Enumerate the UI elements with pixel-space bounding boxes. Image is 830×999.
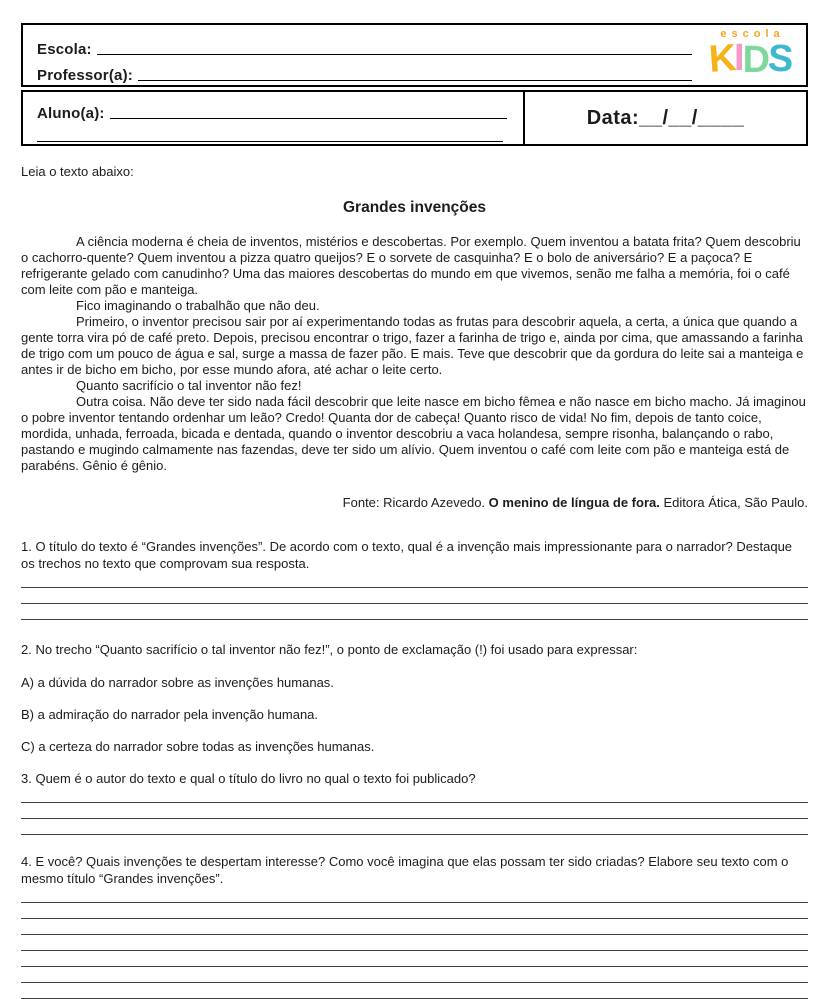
escola-label: Escola: (37, 41, 92, 58)
question-2: 2. No trecho “Quanto sacrifício o tal inventor não fez!”, o ponto de exclamação (!) foi usado para expressar: (21, 642, 638, 657)
answer-line (21, 951, 808, 967)
answer-line (21, 919, 808, 935)
escola-write-line (97, 37, 692, 55)
source-suffix: Editora Ática, São Paulo. (659, 495, 808, 510)
question-2-option-a: A) a dúvida do narrador sobre as invenções humanas. (21, 674, 334, 690)
question-3: 3. Quem é o autor do texto e qual o título do livro no qual o texto foi publicado? (21, 770, 476, 786)
paragraph-2: Fico imaginando o trabalhão que não deu. (76, 298, 320, 313)
logo-letter-d: D (742, 39, 769, 81)
question-3-answer-area (21, 787, 808, 835)
logo-letter-i: I (734, 37, 743, 79)
paragraph-1: A ciência moderna é cheia de inventos, mistérios e descobertas. Por exemplo. Quem inventou a batata frita? Quem descobriu o cachorro-quente? Quem inventou a pizza quatro queijos? E o sorvete de casquinha? E o bolo de aniversário? E a paçoca? E refrigerante gelado com canudinho? Uma das maiores descobertas do mundo em que vivemos, senão me falha a memória, foi o café com leite com pão e manteiga. (21, 234, 801, 297)
answer-line (21, 604, 808, 620)
professor-label: Professor(a): (37, 67, 133, 84)
aluno-row (37, 98, 507, 122)
source-book-title: O menino de língua de fora. (488, 495, 660, 510)
reading-text (21, 199, 808, 510)
question-1-answer-area (21, 572, 808, 620)
question-4-answer-area (21, 887, 808, 999)
instruction-text: Leia o texto abaixo: (21, 164, 134, 179)
aluno-write-line (110, 103, 507, 119)
professor-row (37, 58, 792, 84)
escola-kids-logo (702, 28, 798, 86)
reading-title: Grandes invenções (342, 199, 486, 216)
logo-letter-s: S (766, 37, 793, 81)
answer-line (21, 887, 808, 903)
paragraph-3: Primeiro, o inventor precisou sair por aí experimentando todas as frutas para descobrir aquela, a certa, a única que quando a gente torra vira pó de café preto. Depois, precisou encontrar o trigo, fazer a farinha de trigo e, ainda por cima, que amassando a farinha de trigo com um pouco de água e sal, surge a massa de fazer pão. E mais. Teve que descobrir que da gordura do leite sai a manteiga e antes ir de bicho em bicho, por esse mundo afora, até achar o leite certo. (21, 314, 804, 377)
professor-write-line (138, 63, 692, 81)
question-1: 1. O título do texto é “Grandes invenções”. De acordo com o texto, qual é a invenção mais impressionante para o narrador? Destaque os trechos no texto que comprovam sua resposta. (21, 539, 793, 571)
logo-escola-word: escola (720, 28, 785, 40)
data-cell (525, 92, 806, 144)
escola-row (37, 32, 792, 58)
answer-line (21, 967, 808, 983)
source-citation (21, 495, 808, 510)
question-2-option-c: C) a certeza do narrador sobre todas as invenções humanas. (21, 738, 375, 754)
header-student-box (21, 90, 808, 146)
aluno-cell (23, 92, 525, 144)
paragraph-5: Outra coisa. Não deve ter sido nada fácil descobrir que leite nasce em bicho fêmea e não nasce em bicho macho. Já imaginou o pobre inventor tentando ordenhar um leão? Credo! Quanta dor de cabeça! Quanto risco de vida! No fim, depois de tanto coice, mordida, unhada, ferroada, bicada e dentada, quando o inventor descobriu a vaca holandesa, sempre risonha, balançando o rabo, pastando e mugindo calmamente nas fazendas, deve ter sido um alívio. Quem inventou o café com leite com pão e manteiga está de parabéns. Gênio é gênio. (21, 394, 806, 473)
answer-line (21, 819, 808, 835)
answer-line (21, 572, 808, 588)
answer-line (21, 935, 808, 951)
answer-line (21, 903, 808, 919)
answer-line (21, 588, 808, 604)
question-4: 4. E você? Quais invenções te despertam interesse? Como você imagina que elas possam ter sido criadas? Elabore seu texto com o mesmo título “Grandes invenções”. (21, 854, 789, 886)
data-label: Data:__/__/____ (586, 106, 745, 129)
answer-line (21, 983, 808, 999)
logo-letter-k: K (707, 37, 736, 81)
logo-kids-word (702, 37, 798, 81)
question-2-option-b: B) a admiração do narrador pela invenção humana. (21, 706, 319, 722)
answer-line (21, 803, 808, 819)
header-school-box (21, 23, 808, 87)
answer-line (21, 787, 808, 803)
aluno-write-line-2 (37, 122, 503, 142)
aluno-label: Aluno(a): (37, 105, 105, 122)
paragraph-4: Quanto sacrifício o tal inventor não fez! (76, 378, 302, 393)
source-prefix: Fonte: Ricardo Azevedo. (342, 495, 489, 510)
